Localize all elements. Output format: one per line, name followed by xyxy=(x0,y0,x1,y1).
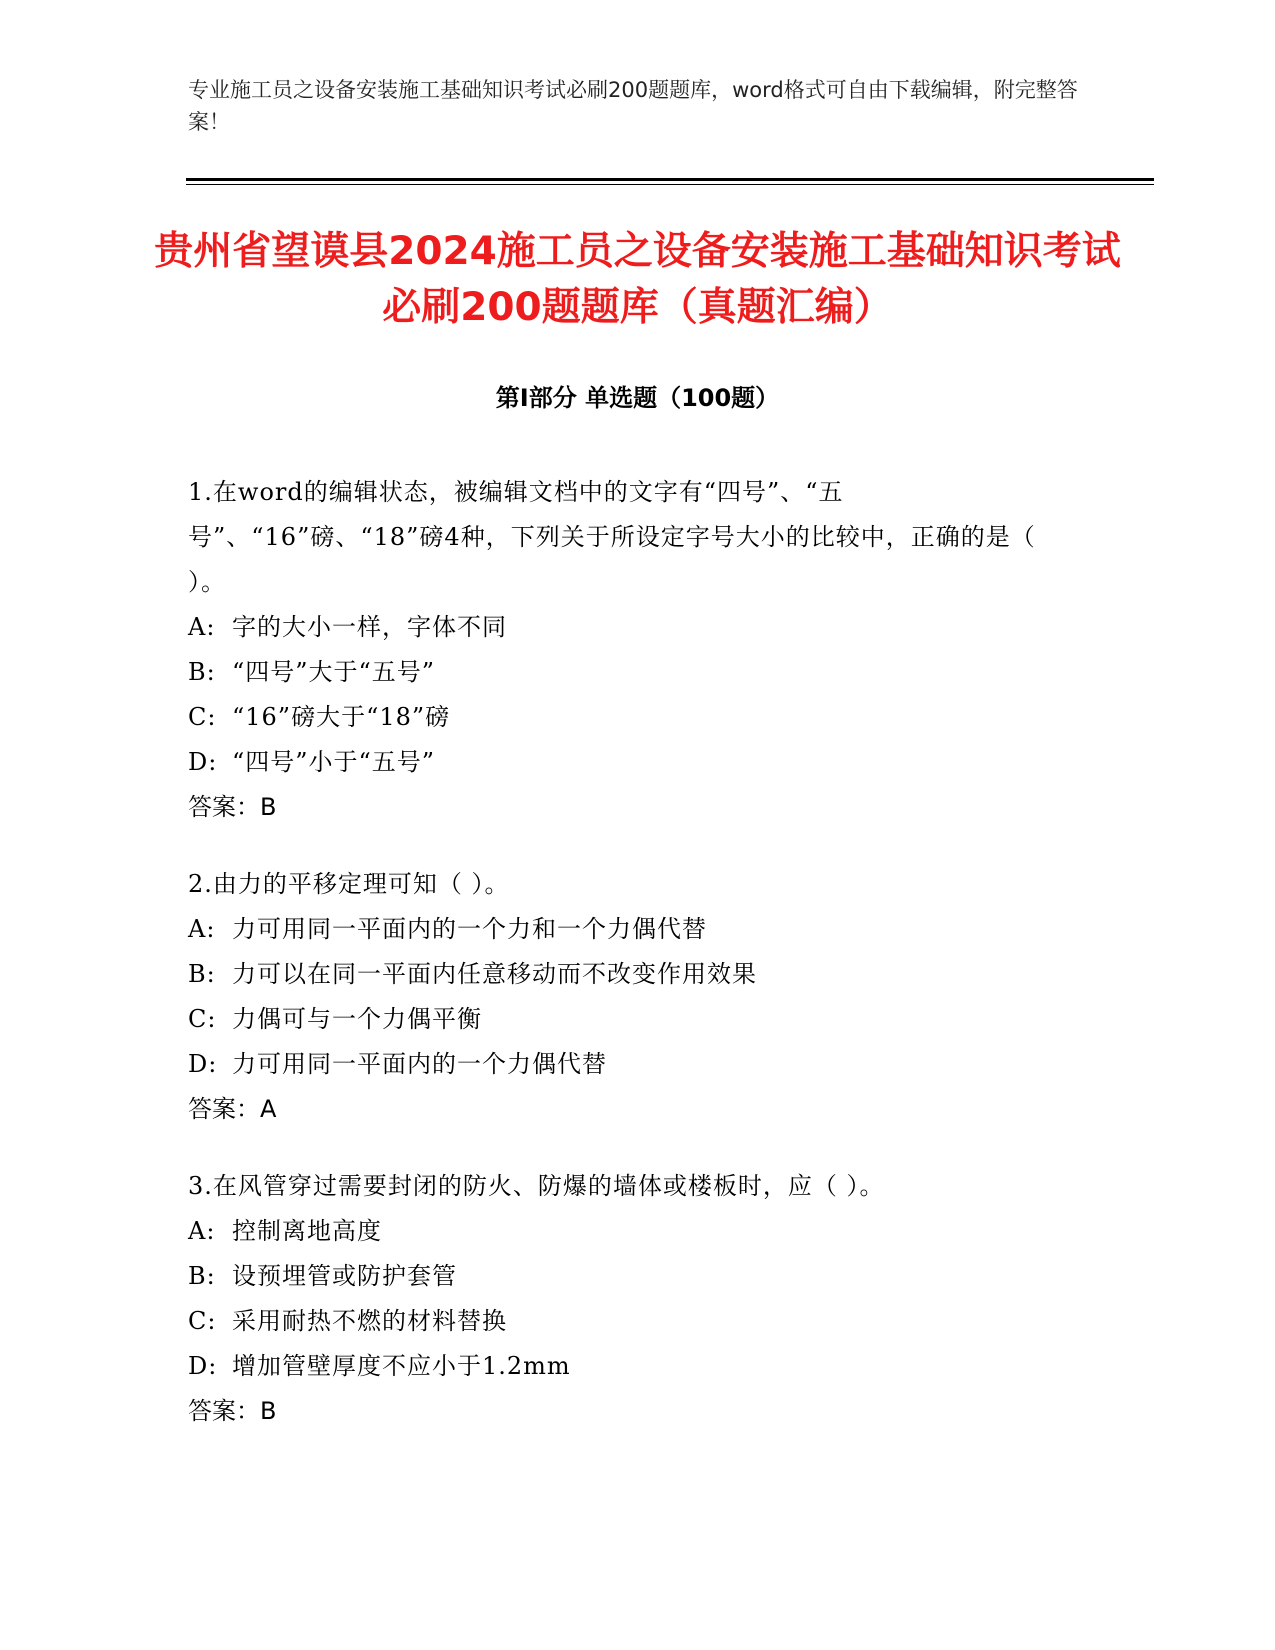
option-letter: B: xyxy=(188,658,216,686)
option-text: 力偶可与一个力偶平衡 xyxy=(232,1005,482,1033)
question-item xyxy=(188,1164,1068,1434)
option-text: 设预埋管或防护套管 xyxy=(232,1262,457,1290)
option-text: 控制离地高度 xyxy=(232,1217,382,1245)
option-d xyxy=(188,740,1068,785)
option-text: “四号”小于“五号” xyxy=(232,748,436,776)
option-letter: C: xyxy=(188,703,217,731)
option-letter: B: xyxy=(188,960,216,988)
option-text: 增加管壁厚度不应小于1.2mm xyxy=(232,1352,571,1380)
option-text: 采用耐热不燃的材料替换 xyxy=(232,1307,507,1335)
section-heading: 第Ⅰ部分 单选题（100题） xyxy=(495,384,780,412)
option-letter: A: xyxy=(188,915,216,943)
option-d xyxy=(188,1344,1068,1389)
option-b xyxy=(188,952,1068,997)
option-letter: A: xyxy=(188,613,216,641)
option-text: “四号”大于“五号” xyxy=(232,658,436,686)
header-divider-thick xyxy=(186,178,1154,181)
option-text: “16”磅大于“18”磅 xyxy=(232,703,451,731)
header-divider-thin xyxy=(186,184,1154,185)
option-text: 力可用同一平面内的一个力和一个力偶代替 xyxy=(232,915,707,943)
question-item xyxy=(188,470,1068,830)
answer-line: 答案：B xyxy=(188,1397,277,1425)
option-letter: A: xyxy=(188,1217,216,1245)
option-c xyxy=(188,1299,1068,1344)
answer-line: 答案：B xyxy=(188,793,277,821)
option-text: 力可用同一平面内的一个力偶代替 xyxy=(232,1050,607,1078)
option-c xyxy=(188,997,1068,1042)
question-stem: 1.在word的编辑状态，被编辑文档中的文字有“四号”、“五号”、“16”磅、“18”磅4种，下列关于所设定字号大小的比较中，正确的是（ ）。 xyxy=(188,478,1036,596)
answer-line: 答案：A xyxy=(188,1095,277,1123)
option-letter: D: xyxy=(188,748,218,776)
question-item xyxy=(188,862,1068,1132)
question-stem: 3.在风管穿过需要封闭的防火、防爆的墙体或楼板时，应（ ）。 xyxy=(188,1172,885,1200)
option-a xyxy=(188,1209,1068,1254)
option-text: 力可以在同一平面内任意移动而不改变作用效果 xyxy=(232,960,757,988)
question-list xyxy=(188,470,1068,1466)
document-title: 贵州省望谟县2024施工员之设备安装施工基础知识考试必刷200题题库（真题汇编） xyxy=(154,229,1121,330)
question-stem: 2.由力的平移定理可知（ ）。 xyxy=(188,870,510,898)
header-note: 专业施工员之设备安装施工基础知识考试必刷200题题库，word格式可自由下载编辑，附完整答案！ xyxy=(188,78,1078,134)
option-letter: C: xyxy=(188,1307,217,1335)
option-c xyxy=(188,695,1068,740)
option-d xyxy=(188,1042,1068,1087)
option-a xyxy=(188,605,1068,650)
option-letter: C: xyxy=(188,1005,217,1033)
option-b xyxy=(188,1254,1068,1299)
option-letter: D: xyxy=(188,1050,218,1078)
option-b xyxy=(188,650,1068,695)
option-letter: D: xyxy=(188,1352,218,1380)
option-a xyxy=(188,907,1068,952)
option-text: 字的大小一样，字体不同 xyxy=(232,613,507,641)
option-letter: B: xyxy=(188,1262,216,1290)
